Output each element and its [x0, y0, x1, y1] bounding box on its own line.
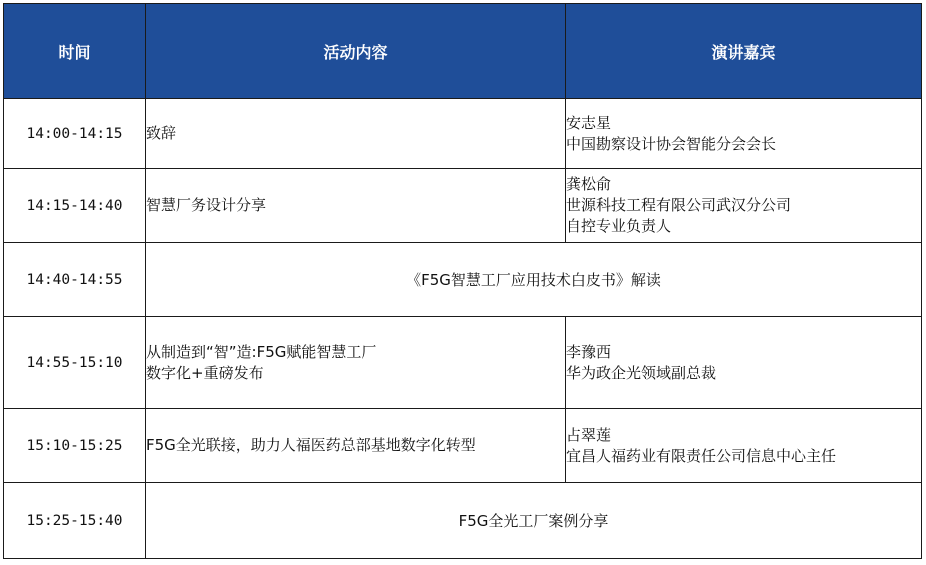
table-row: [4, 99, 922, 169]
activity-text: F5G全光工厂案例分享: [458, 512, 609, 530]
speaker-title: 宜昌人福药业有限责任公司信息中心主任: [566, 446, 837, 465]
activity-text: 《F5G智慧工厂应用技术白皮书》解读: [406, 271, 661, 289]
activity-cell: [146, 317, 566, 409]
table-row: [4, 409, 922, 483]
header-row: [4, 4, 922, 99]
time-cell: 14:15-14:40: [4, 169, 146, 243]
activity-text: 智慧厂务设计分享: [146, 196, 267, 214]
speaker-cell: [566, 99, 922, 169]
speaker-cell: [566, 317, 922, 409]
speaker-cell: [566, 169, 922, 243]
agenda-table: [3, 3, 922, 559]
speaker-name: 占翠莲: [566, 425, 612, 444]
activity-cell: [146, 483, 922, 559]
speaker-name: 龚松俞: [566, 175, 612, 193]
activity-text: F5G全光联接，助力人福医药总部基地数字化转型: [146, 436, 476, 454]
time-cell: 15:25-15:40: [4, 483, 146, 559]
speaker-cell: [566, 409, 922, 483]
speaker-name: 安志星: [566, 113, 612, 132]
activity-cell: [146, 243, 922, 317]
speaker-title: 自控专业负责人: [566, 217, 672, 235]
header-time: 时间: [4, 4, 146, 99]
time-cell: 14:55-15:10: [4, 317, 146, 409]
activity-cell: [146, 99, 566, 169]
time-cell: 14:00-14:15: [4, 99, 146, 169]
table-row: [4, 243, 922, 317]
table-row: [4, 483, 922, 559]
table-row: [4, 317, 922, 409]
speaker-title: 中国勘察设计协会智能分会会长: [566, 134, 777, 153]
activity-text: 致辞: [146, 124, 177, 142]
activity-text: 数字化+重磅发布: [146, 363, 264, 382]
table-row: [4, 169, 922, 243]
header-speaker: 演讲嘉宾: [566, 4, 922, 99]
speaker-title: 世源科技工程有限公司武汉分公司: [566, 196, 792, 214]
activity-text: 从制造到“智”造:F5G赋能智慧工厂: [146, 342, 377, 361]
speaker-title: 华为政企光领域副总裁: [566, 363, 717, 382]
time-cell: 14:40-14:55: [4, 243, 146, 317]
speaker-name: 李豫西: [566, 342, 612, 361]
time-cell: 15:10-15:25: [4, 409, 146, 483]
activity-cell: [146, 169, 566, 243]
activity-cell: [146, 409, 566, 483]
header-activity: 活动内容: [146, 4, 566, 99]
